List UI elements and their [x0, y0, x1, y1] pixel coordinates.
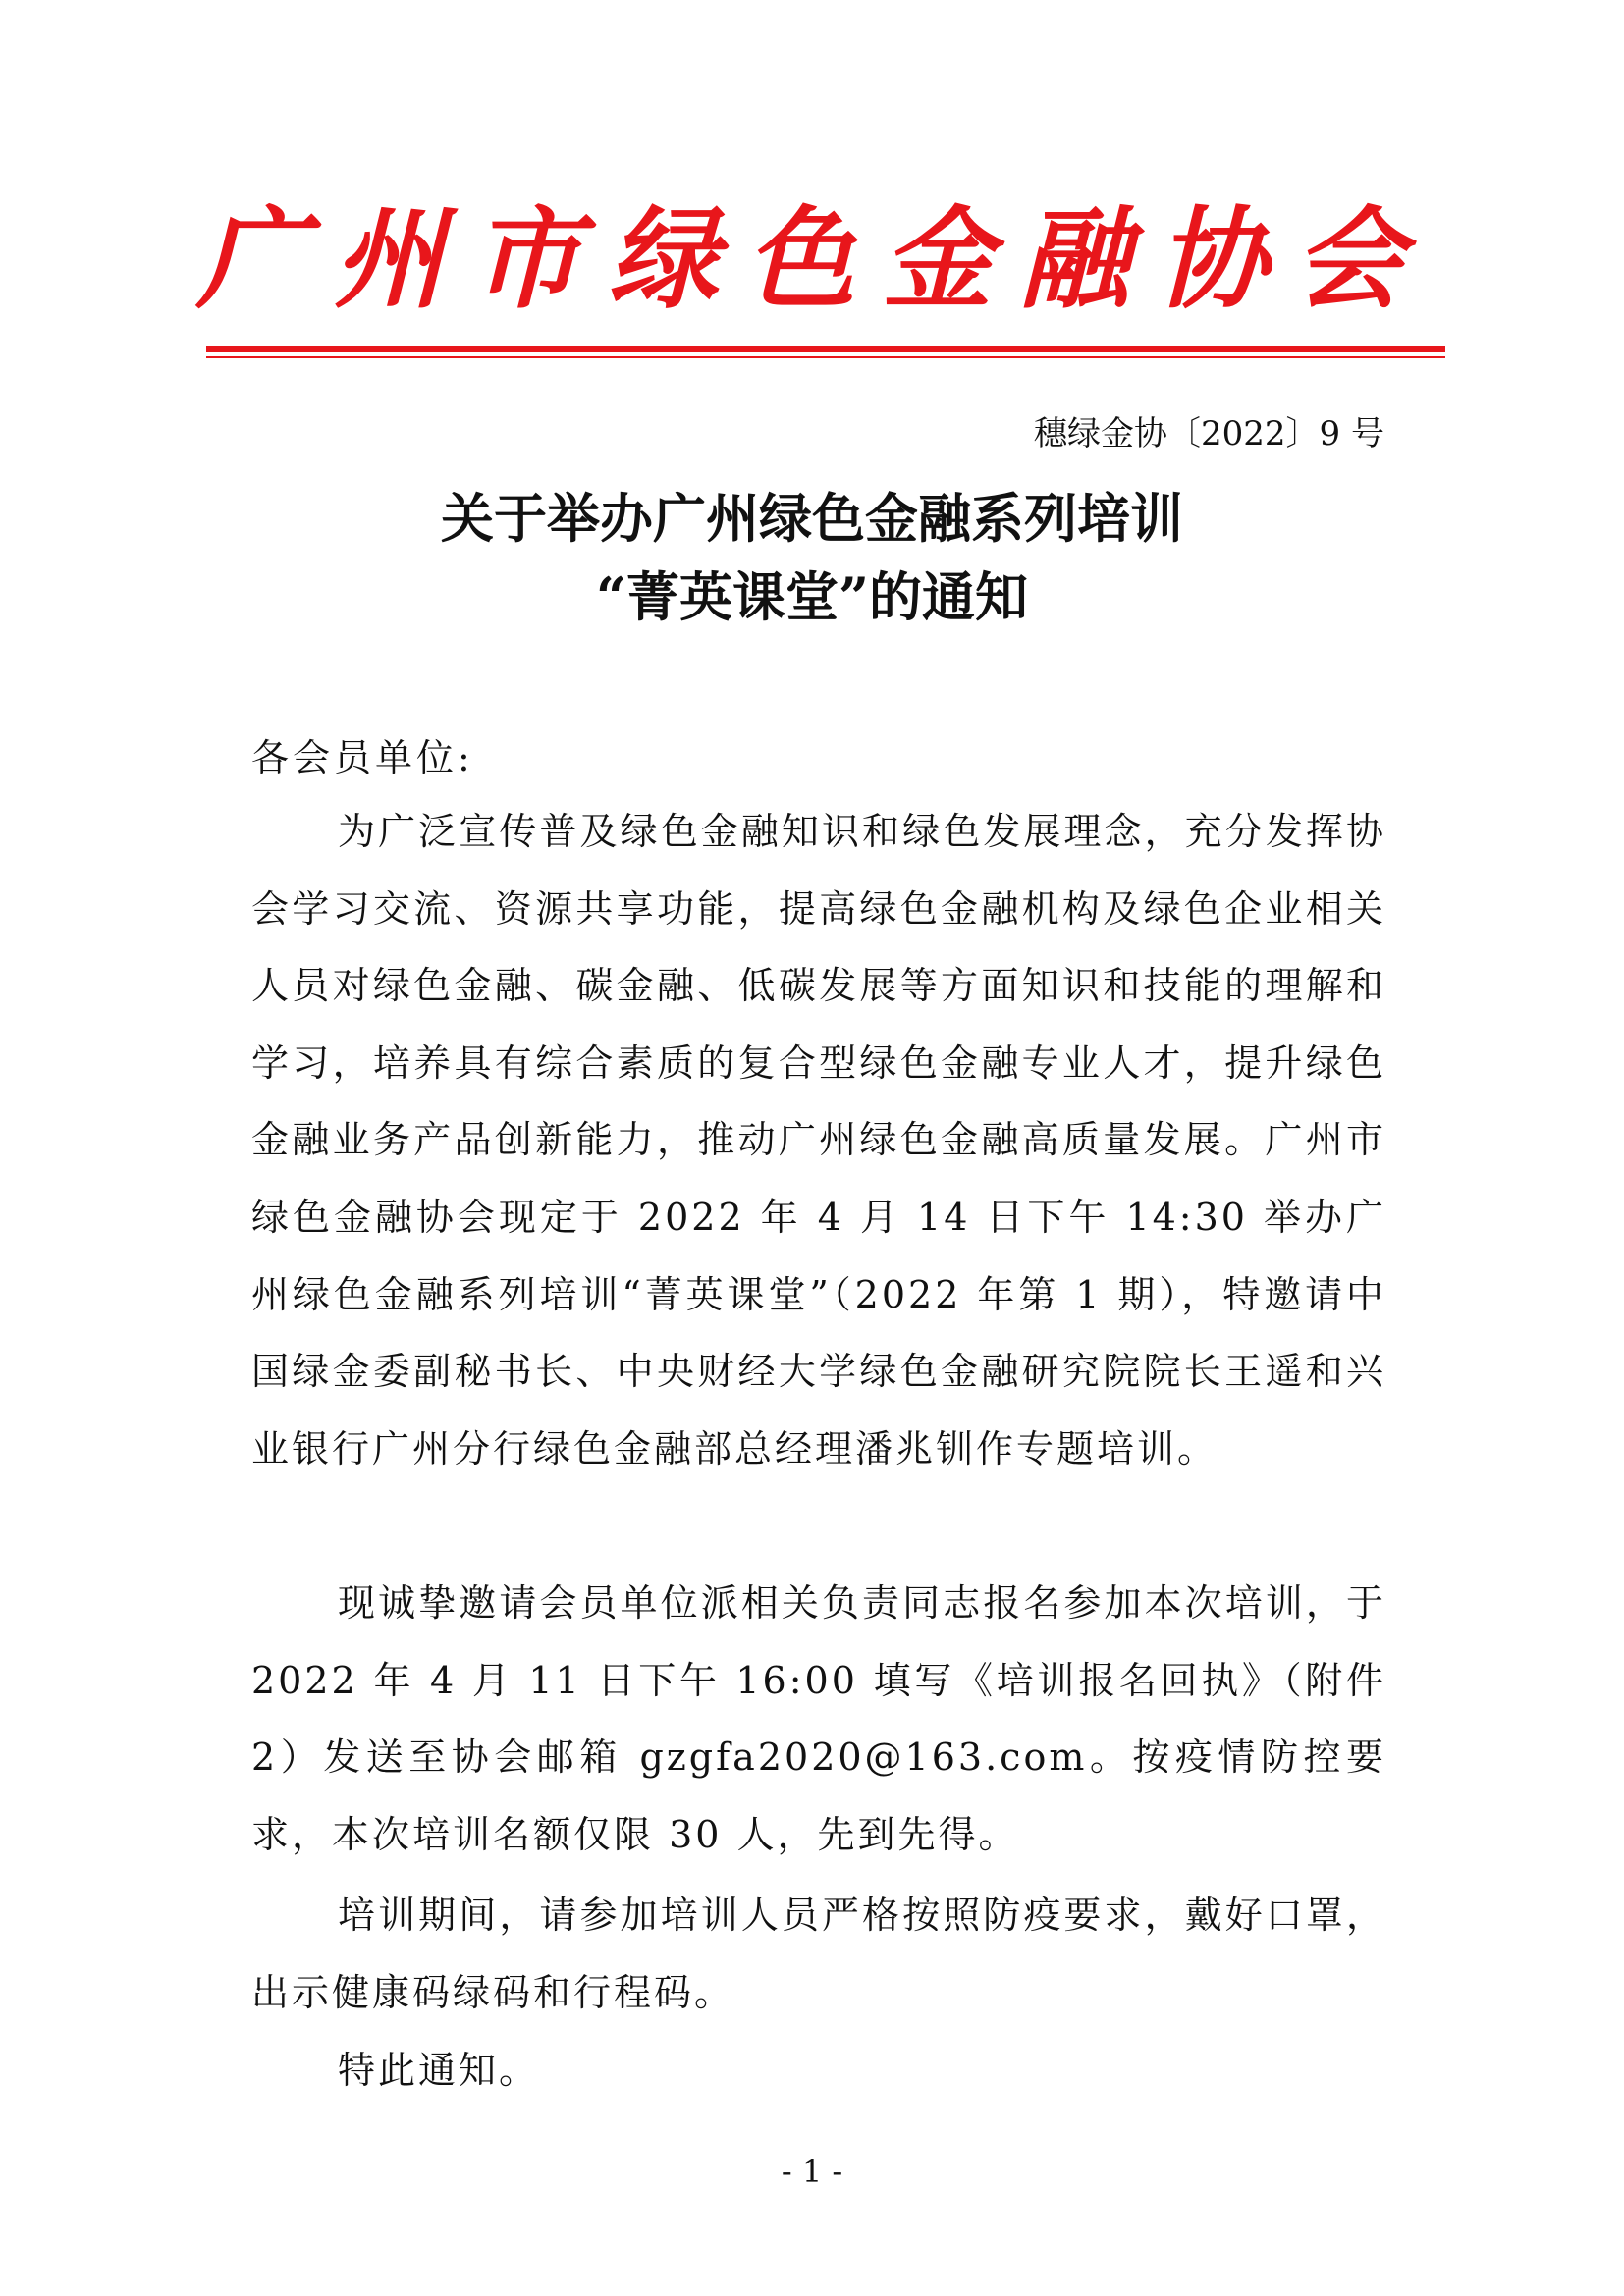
salutation: 各会员单位:: [251, 736, 474, 779]
masthead-char: 会: [1294, 196, 1404, 324]
masthead-char: 绿: [608, 196, 719, 324]
paragraph-registration: 现诚挚邀请会员单位派相关负责同志报名参加本次培训，于 2022 年 4 月 11 日下午 16:00 填写《培训报名回执》（附件 2）发送至协会邮箱 gzgfa2020@163.com。按疫情防控要求，本次培训名额仅限 30 人，先到先得。: [251, 1581, 1386, 1856]
masthead-rule-thick: [206, 346, 1445, 352]
masthead-char: 州: [333, 196, 444, 324]
page-number: - 1 -: [781, 2153, 843, 2190]
masthead-char: 协: [1157, 196, 1268, 324]
document-title-line-1: 关于举办广州绿色金融系列培训: [441, 487, 1183, 550]
paragraph-epidemic-requirements: 培训期间，请参加培训人员严格按照防疫要求，戴好口罩，出示健康码绿码和行程码。: [251, 1894, 1386, 2014]
masthead-char: 广: [196, 196, 306, 324]
paragraph-training-intro: 为广泛宣传普及绿色金融知识和绿色发展理念，充分发挥协会学习交流、资源共享功能，提高绿色金融机构及绿色企业相关人员对绿色金融、碳金融、低碳发展等方面知识和技能的理解和学习，培养具有综合素质的复合型绿色金融专业人才，提升绿色金融业务产品创新能力，推动广州绿色金融高质量发展。广州市绿色金融协会现定于 2022 年 4 月 14 日下午 14:30 举办广州绿色金融系列培训“菁英课堂”（2022 年第 1 期），特邀请中国绿金委副秘书长、中央财经大学绿色金融研究院院长王遥和兴业银行广州分行绿色金融部总经理潘兆钏作专题培训。: [251, 810, 1386, 1470]
masthead-title: [196, 187, 1404, 334]
masthead-char: 色: [745, 196, 855, 324]
document-title-line-2: “菁英课堂”的通知: [595, 565, 1029, 628]
masthead-char: 金: [882, 196, 993, 324]
document-number: 穗绿金协〔2022〕9 号: [1034, 414, 1384, 454]
masthead-char: 市: [470, 196, 581, 324]
masthead-char: 融: [1019, 196, 1130, 324]
masthead-rule-thin: [206, 356, 1445, 358]
paragraph-closing: 特此通知。: [338, 2049, 540, 2092]
